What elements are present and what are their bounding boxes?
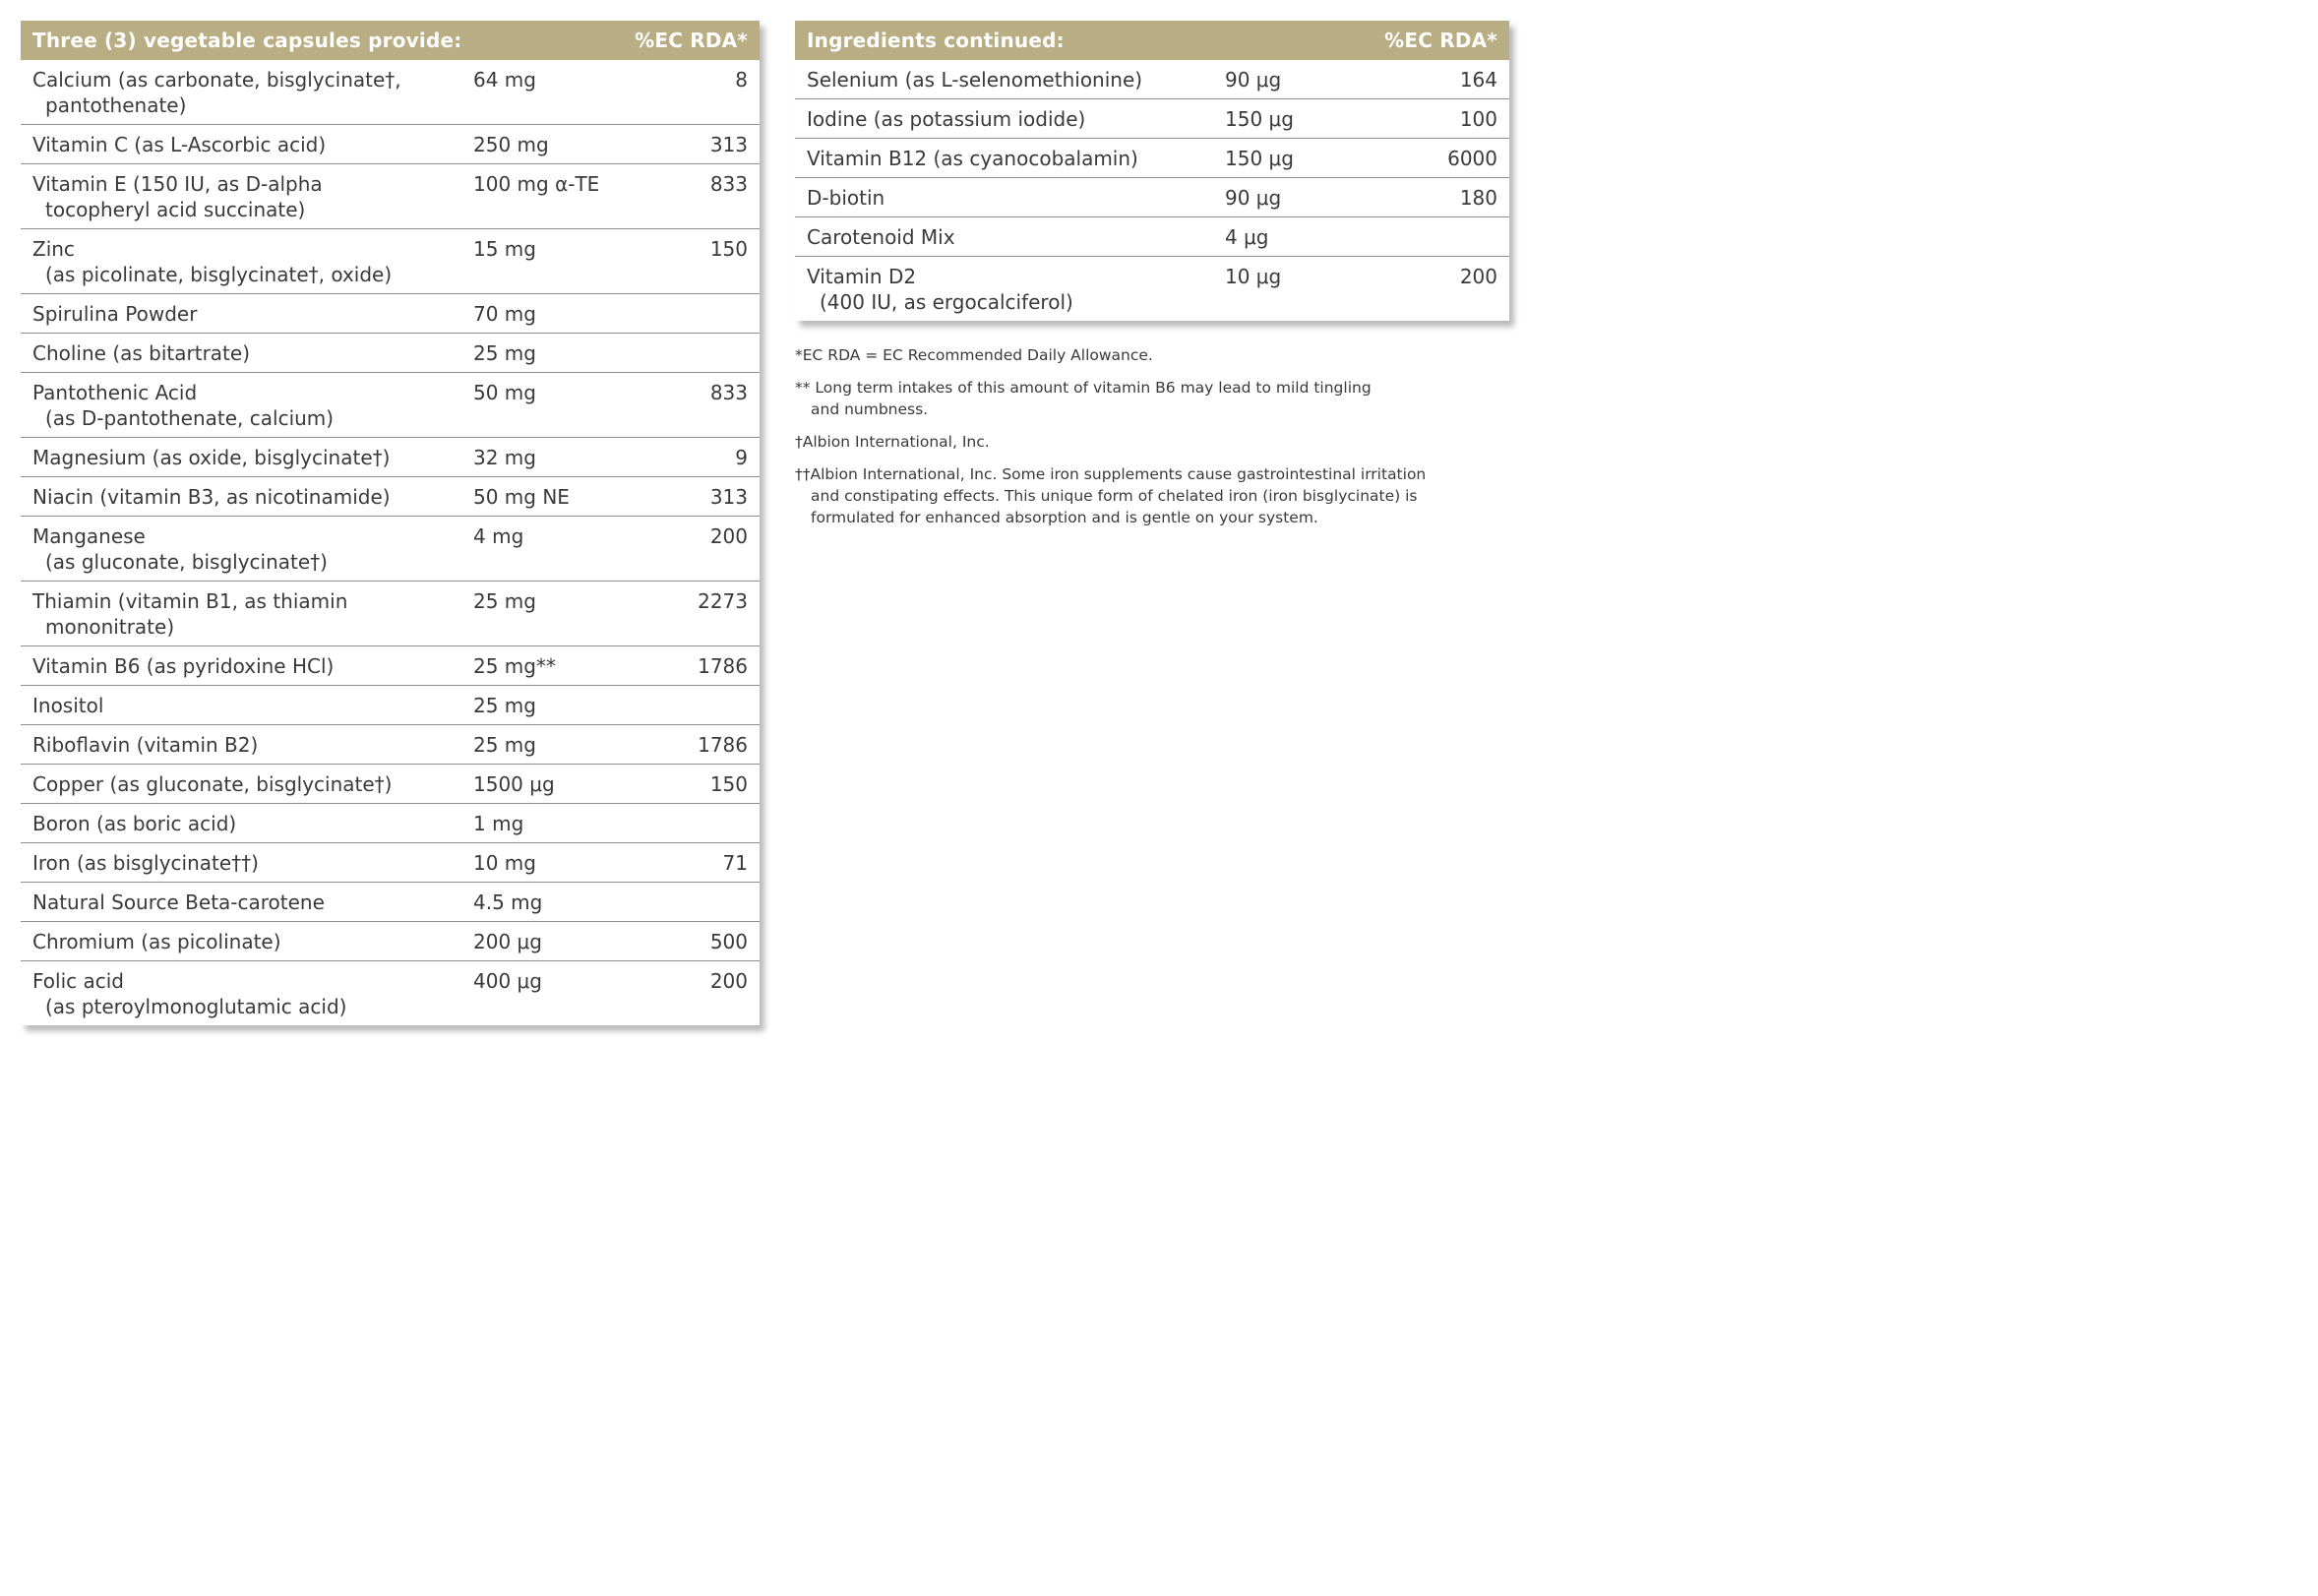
ingredient-rda: 100 (1459, 107, 1497, 131)
table-row (21, 725, 760, 765)
ingredient-name-line: Spirulina Powder (32, 302, 198, 326)
ingredient-name-line: Vitamin B12 (as cyanocobalamin) (807, 147, 1138, 170)
ingredient-amount: 50 mg (473, 381, 536, 404)
ingredient-rda: 833 (709, 381, 748, 404)
footnote-line: *EC RDA = EC Recommended Daily Allowance. (795, 346, 1153, 364)
ingredient-rda: 164 (1459, 68, 1497, 92)
footnote (795, 377, 1484, 420)
ingredient-name (32, 445, 473, 470)
ingredient-amount: 100 mg α-TE (473, 172, 600, 196)
ingredient-rda: 150 (709, 772, 748, 796)
footnote-line: †Albion International, Inc. (795, 433, 990, 451)
table-title: Three (3) vegetable capsules provide: (32, 29, 462, 52)
ingredient-rda: 71 (722, 851, 748, 875)
ingredient-rda: 1786 (698, 733, 748, 757)
rda-column-label: %EC RDA* (635, 29, 748, 52)
ingredient-rda (631, 890, 748, 915)
table-row (21, 883, 760, 922)
ingredient-rda (631, 811, 748, 836)
ingredient-name (32, 523, 473, 575)
ingredient-name-line: D-biotin (807, 186, 885, 210)
ingredient-amount: 15 mg (473, 237, 536, 261)
ingredient-rda: 150 (709, 237, 748, 261)
ingredient-name-line: Niacin (vitamin B3, as nicotinamide) (32, 485, 391, 509)
ingredient-name-line: Folic acid (32, 969, 124, 993)
ingredient-rda (631, 301, 748, 327)
ingredient-name (32, 693, 473, 718)
ingredient-name-continuation: tocopheryl acid succinate) (45, 198, 306, 221)
footnote (795, 344, 1484, 366)
ingredient-name (32, 171, 473, 222)
footnote-line: formulated for enhanced absorption and is gentle on your system. (811, 509, 1318, 526)
ingredient-name (32, 732, 473, 758)
ingredient-name (32, 653, 473, 679)
ingredient-amount: 90 μg (1225, 186, 1282, 210)
table-row (21, 164, 760, 229)
table-row (21, 961, 760, 1025)
ingredient-rda: 200 (709, 969, 748, 993)
ingredient-amount: 64 mg (473, 68, 536, 92)
ingredients-table-continued (795, 21, 1509, 321)
footnote (795, 431, 1484, 453)
footnotes (795, 344, 1484, 539)
table-row (21, 229, 760, 294)
ingredient-name (807, 185, 1225, 211)
ingredient-rda: 1786 (698, 654, 748, 678)
table-title: Ingredients continued: (807, 29, 1065, 52)
ingredient-name (32, 380, 473, 431)
ingredient-name-continuation: mononitrate) (45, 615, 175, 639)
ingredient-rda: 200 (1459, 265, 1497, 288)
table-row (21, 373, 760, 438)
ingredient-name-line: Pantothenic Acid (32, 381, 198, 404)
ingredient-name-continuation: (400 IU, as ergocalciferol) (820, 290, 1073, 314)
ingredient-rda (631, 693, 748, 718)
table-row (795, 60, 1509, 99)
ingredient-name-continuation: (as gluconate, bisglycinate†) (45, 550, 328, 574)
footnote-line: ††Albion International, Inc. Some iron supplements cause gastrointestinal irritation (795, 465, 1427, 483)
ingredient-amount: 10 mg (473, 851, 536, 875)
ingredient-name (807, 106, 1225, 132)
table-row (21, 582, 760, 646)
ingredient-amount: 1 mg (473, 812, 524, 835)
ingredient-name-continuation: (as pteroylmonoglutamic acid) (45, 995, 347, 1018)
ingredient-name-line: Iodine (as potassium iodide) (807, 107, 1086, 131)
ingredient-name (32, 968, 473, 1019)
ingredient-rda: 9 (735, 446, 748, 469)
table-row (21, 125, 760, 164)
table-row (795, 217, 1509, 257)
table-row (21, 922, 760, 961)
ingredient-name-line: Zinc (32, 237, 75, 261)
ingredient-amount: 4.5 mg (473, 890, 543, 914)
ingredient-name (32, 301, 473, 327)
ingredient-name (32, 484, 473, 510)
ingredient-name-line: Inositol (32, 694, 104, 717)
table-body (795, 60, 1509, 321)
ingredient-amount: 4 mg (473, 524, 524, 548)
ingredients-table-main (21, 21, 760, 1025)
ingredient-name (32, 236, 473, 287)
ingredient-name-line: Copper (as gluconate, bisglycinate†) (32, 772, 393, 796)
ingredient-name-line: Riboflavin (vitamin B2) (32, 733, 259, 757)
ingredient-name (807, 264, 1225, 315)
table-header (795, 21, 1509, 60)
ingredient-name-line: Boron (as boric acid) (32, 812, 237, 835)
ingredient-name-line: Vitamin B6 (as pyridoxine HCl) (32, 654, 335, 678)
table-body (21, 60, 760, 1025)
ingredient-name-line: Vitamin C (as L-Ascorbic acid) (32, 133, 327, 156)
footnote-line: ** Long term intakes of this amount of vitamin B6 may lead to mild tingling (795, 379, 1372, 397)
ingredient-amount: 400 μg (473, 969, 542, 993)
ingredient-rda: 833 (709, 172, 748, 196)
ingredient-amount: 150 μg (1225, 107, 1294, 131)
table-row (21, 843, 760, 883)
ingredient-name (807, 224, 1225, 250)
table-row (21, 477, 760, 517)
ingredient-amount: 25 mg (473, 733, 536, 757)
ingredient-amount: 25 mg** (473, 654, 556, 678)
ingredient-rda (1372, 224, 1497, 250)
ingredient-name-line: Thiamin (vitamin B1, as thiamin (32, 589, 348, 613)
ingredient-rda: 180 (1459, 186, 1497, 210)
ingredient-name-line: Manganese (32, 524, 146, 548)
ingredient-name (32, 890, 473, 915)
table-row (21, 646, 760, 686)
ingredient-name-line: Vitamin E (150 IU, as D-alpha (32, 172, 323, 196)
ingredient-name (32, 67, 473, 118)
ingredient-amount: 90 μg (1225, 68, 1282, 92)
ingredient-name (32, 771, 473, 797)
footnote-line: and constipating effects. This unique form of chelated iron (iron bisglycinate) is (811, 487, 1418, 505)
ingredient-name-line: Natural Source Beta-carotene (32, 890, 325, 914)
table-row (795, 257, 1509, 321)
ingredient-rda: 500 (709, 930, 748, 953)
table-header (21, 21, 760, 60)
ingredient-name-line: Iron (as bisglycinate††) (32, 851, 259, 875)
ingredient-rda: 200 (709, 524, 748, 548)
ingredient-name-line: Magnesium (as oxide, bisglycinate†) (32, 446, 391, 469)
ingredient-name-continuation: pantothenate) (45, 93, 187, 117)
ingredient-rda: 6000 (1447, 147, 1497, 170)
table-row (21, 804, 760, 843)
ingredient-amount: 32 mg (473, 446, 536, 469)
table-row (795, 139, 1509, 178)
table-row (21, 686, 760, 725)
ingredient-amount: 25 mg (473, 694, 536, 717)
table-row (21, 60, 760, 125)
table-row (795, 99, 1509, 139)
ingredient-name-line: Choline (as bitartrate) (32, 341, 251, 365)
table-row (21, 294, 760, 334)
table-row (21, 438, 760, 477)
ingredient-name (32, 132, 473, 157)
ingredient-name (32, 929, 473, 954)
ingredient-amount: 50 mg NE (473, 485, 570, 509)
table-row (21, 334, 760, 373)
ingredient-name-continuation: (as D-pantothenate, calcium) (45, 406, 335, 430)
ingredient-amount: 250 mg (473, 133, 549, 156)
ingredient-amount: 10 μg (1225, 265, 1282, 288)
ingredient-name (32, 588, 473, 640)
table-row (795, 178, 1509, 217)
ingredient-name (32, 811, 473, 836)
ingredient-name (807, 146, 1225, 171)
ingredient-name-line: Selenium (as L-selenomethionine) (807, 68, 1143, 92)
ingredient-amount: 1500 μg (473, 772, 555, 796)
ingredient-amount: 200 μg (473, 930, 542, 953)
footnote (795, 463, 1484, 528)
footnote-line: and numbness. (811, 400, 929, 418)
ingredient-rda (631, 340, 748, 366)
ingredient-amount: 25 mg (473, 341, 536, 365)
ingredient-name-line: Carotenoid Mix (807, 225, 955, 249)
ingredient-name-line: Chromium (as picolinate) (32, 930, 281, 953)
table-row (21, 517, 760, 582)
ingredient-amount: 150 μg (1225, 147, 1294, 170)
table-row (21, 765, 760, 804)
ingredient-name (807, 67, 1225, 92)
ingredient-amount: 25 mg (473, 589, 536, 613)
ingredient-name (32, 340, 473, 366)
ingredient-rda: 313 (709, 485, 748, 509)
ingredient-name-continuation: (as picolinate, bisglycinate†, oxide) (45, 263, 393, 286)
rda-column-label: %EC RDA* (1384, 29, 1497, 52)
ingredient-rda: 313 (709, 133, 748, 156)
ingredient-rda: 2273 (698, 589, 748, 613)
ingredient-name-line: Vitamin D2 (807, 265, 917, 288)
ingredient-rda: 8 (735, 68, 748, 92)
ingredient-amount: 4 μg (1225, 225, 1269, 249)
ingredient-amount: 70 mg (473, 302, 536, 326)
ingredient-name (32, 850, 473, 876)
ingredient-name-line: Calcium (as carbonate, bisglycinate†, (32, 68, 401, 92)
